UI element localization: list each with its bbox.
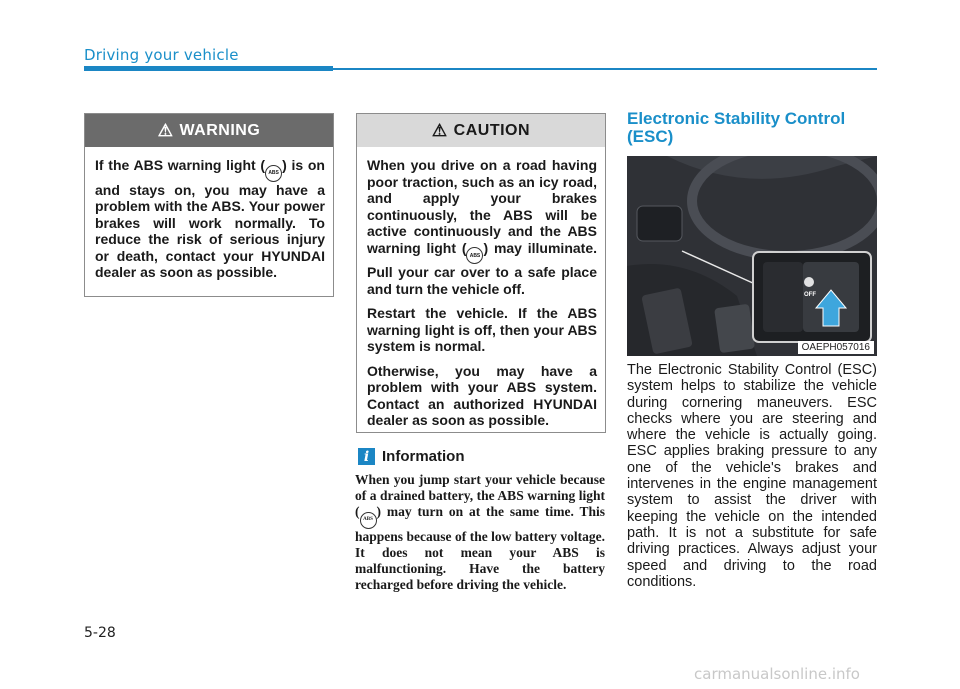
abs-warning-light-icon: ABS (466, 247, 483, 264)
warning-triangle-icon: ⚠ (157, 120, 174, 140)
caution-text (357, 147, 605, 439)
warning-text-part2: ) is on and stays on, you may have a problem with the ABS. Your power brakes will work normally. To reduce the risk of serious injury or death, contact your HYUNDAI dealer as soon as possible. (95, 157, 325, 281)
caution-p1-part1: When you drive on a road having poor traction, such as an icy road, and apply your brakes continuously, the ABS will be active continuously and the ABS warning light ( (367, 157, 597, 256)
caution-heading: CAUTION (453, 121, 531, 139)
caution-header (357, 114, 605, 147)
esc-button-photo (627, 156, 877, 356)
warning-heading: WARNING (179, 121, 261, 139)
abs-warning-light-icon: ABS (265, 165, 282, 182)
caution-box (356, 113, 606, 433)
caution-p2: Restart the vehicle. If the ABS warning light is off, then your ABS system is normal. (367, 305, 597, 355)
warning-text (85, 147, 333, 291)
header-rule (84, 66, 333, 71)
information-heading (358, 448, 465, 465)
information-title: Information (382, 448, 465, 465)
esc-off-button-label: OFF (804, 292, 816, 298)
caution-p3: Otherwise, you may have a problem with your ABS system. Contact an authorized HYUNDAI dealer as soon as possible. (367, 362, 597, 429)
warning-text-part1: If the ABS warning light ( (95, 157, 266, 173)
page-number: 5-28 (84, 625, 116, 641)
esc-section-title: Electronic Stability Control (ESC) (627, 109, 846, 146)
section-title: Driving your vehicle (84, 46, 239, 64)
info-text-part1: When you jump start your vehicle because of a drained battery, the ABS warning light ( (355, 472, 605, 519)
dashboard-illustration (627, 156, 877, 356)
info-text-part2: ) may turn on at the same time. This happens because of the low battery voltage. It does not mean your ABS is malfunctioning. Have the battery recharged before driving the vehicle. (355, 504, 605, 592)
watermark: carmanualsonline.info (694, 665, 860, 683)
image-caption: OAEPH057016 (798, 341, 874, 354)
warning-box (84, 113, 334, 297)
header-rule-thin (333, 68, 877, 70)
esc-description: The Electronic Stability Control (ESC) system helps to stabilize the vehicle during cornering maneuvers. ESC checks where you are steering and where the vehicle is actually going. ESC applies braking pressure to any one of the vehicle's brakes and intervenes in the engine management system to assist the driver with keeping the vehicle on the intended path. It is not a substitute for safe driving practices. Always adjust your speed and driving to the road conditions. (627, 362, 877, 590)
caution-triangle-icon: ⚠ (431, 120, 448, 140)
caution-p1-part2: ) may illuminate. Pull your car over to a safe place and turn the vehicle off. (367, 239, 598, 297)
info-icon: i (358, 448, 375, 465)
information-text (355, 472, 605, 593)
abs-warning-light-icon: ABS (360, 512, 377, 529)
warning-header (85, 114, 333, 147)
